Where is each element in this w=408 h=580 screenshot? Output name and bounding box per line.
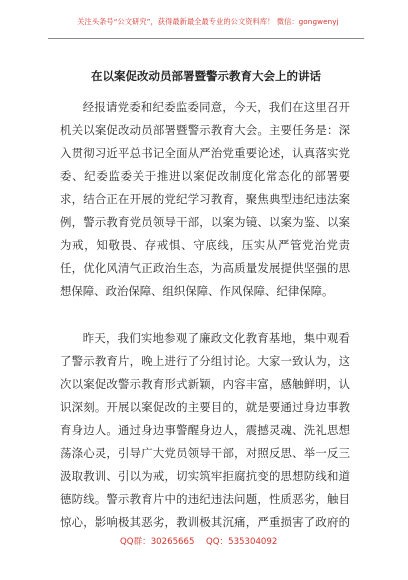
body-paragraph-2: 昨天，我们实地参观了廉政文化教育基地，集中观看了警示教育片，晚上进行了分组讨论。大家一致认为，这次以案促改警示教育形式新颖，内容丰富，感触鲜明，认识深刻。开展以案促改的主要目的，就是要通过身边事教育身边人。通过身边事警醒身边人，震撼灵魂、洗礼思想荡涤心灵，引导广大党员领导干部，对照反思、举一反三汲取教训、引以为戒，切实筑牢拒腐抗变的思想防线和道德防线。警示教育片中的违纪违法问题，性质恶劣，触目惊心，影响极其恶劣，教训极其沉痛，严重损害了政府的: [60, 331, 350, 529]
header-divider: [48, 38, 364, 39]
document-title: 在以案促改动员部署暨警示教育大会上的讲话: [91, 69, 321, 83]
footer-qq-contact: QQ：535304092: [206, 537, 278, 547]
body-paragraph-1: 经报请党委和纪委监委同意，今天，我们在这里召开机关以案促改动员部署暨警示教育大会。主要任务是：深入贯彻习近平总书记全面从严治党重要论述，认真落实党委、纪委监委关于推进以案促改制度化常态化的部署要求，结合正在开展的党纪学习教育，聚焦典型违纪违法案例，警示教育党员领导干部，以案为镜、以案为鉴、以案为戒，知敬畏、存戒惧、守底线，压实从严管党治党责任，优化风清气正政治生态，为高质量发展提供坚强的思想保障、政治保障、组织保障、作风保障、纪律保障。: [60, 100, 350, 298]
header-promo-note: 关注头条号“公文研究”，获得最新最全最专业的公文资料库！ 微信：gongwenyj: [77, 17, 339, 26]
footer-qq-group: QQ群：30265665: [120, 537, 195, 547]
